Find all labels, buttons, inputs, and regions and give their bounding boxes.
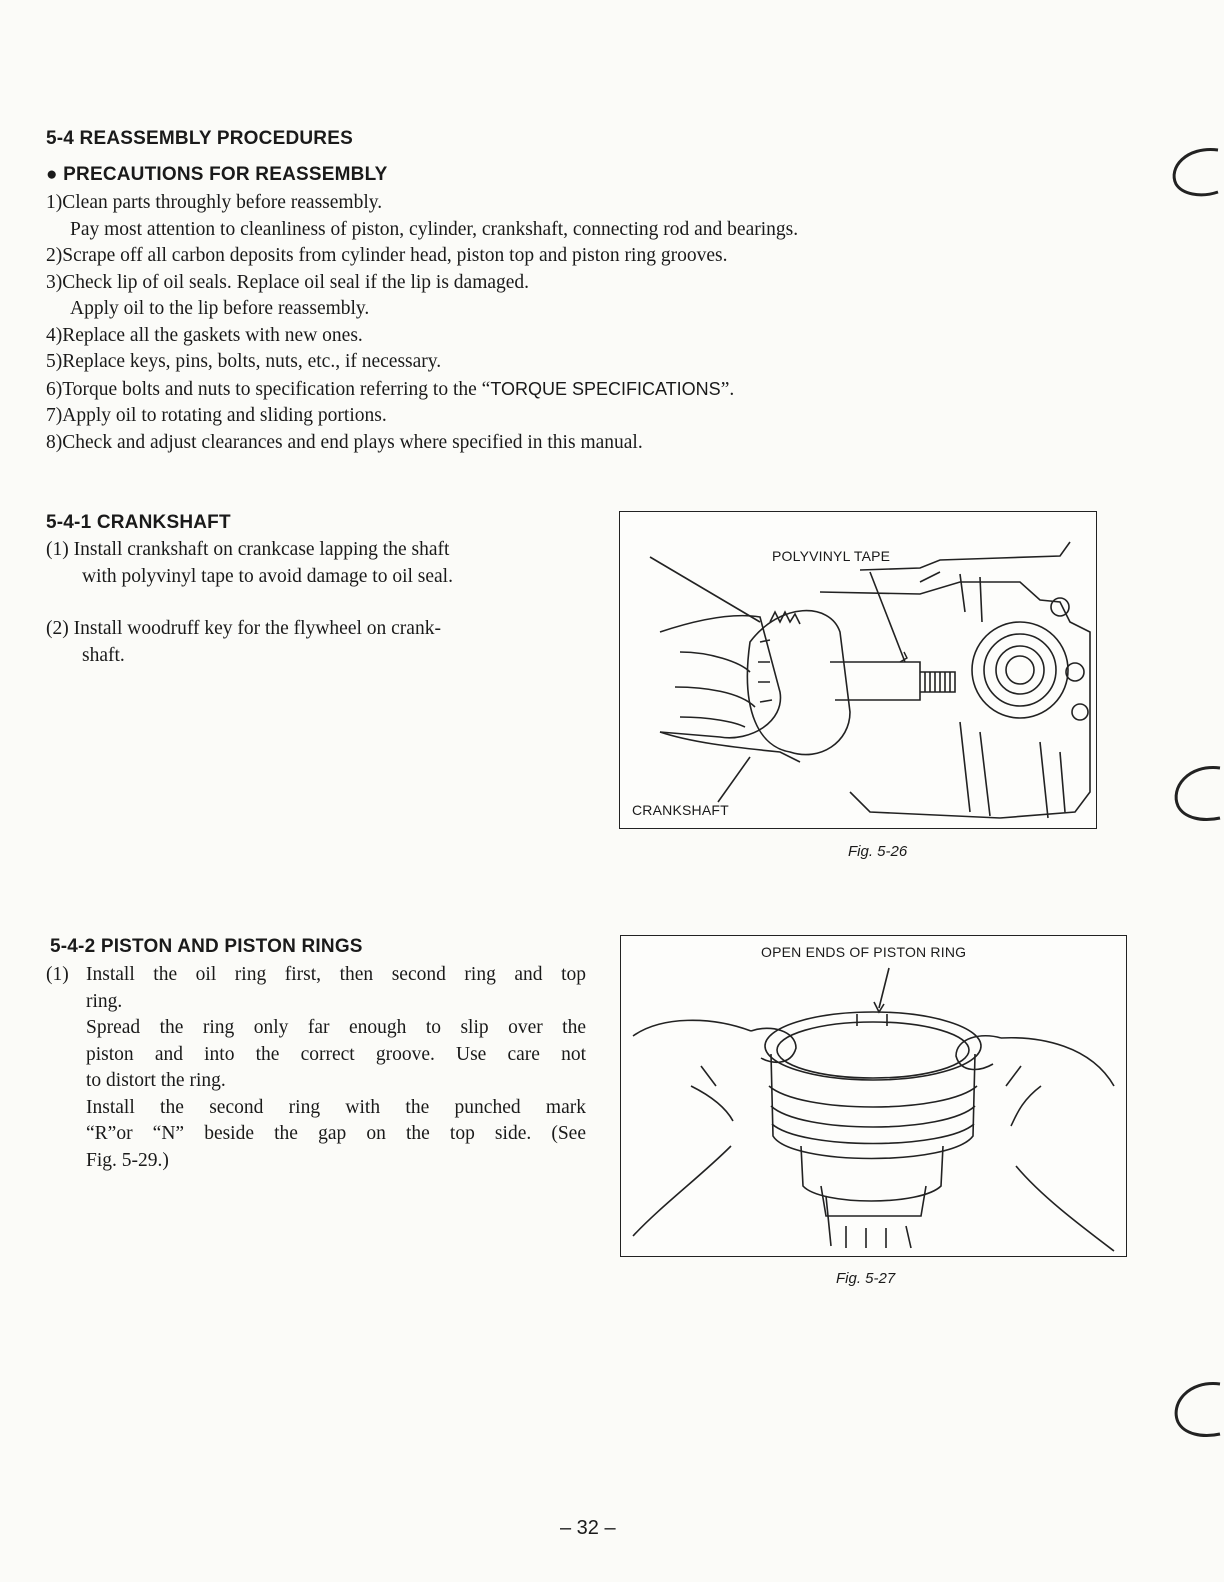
list-item: 2)Scrape off all carbon deposits from cylinder head, piston top and piston ring grooves. xyxy=(46,245,728,266)
list-item: 4)Replace all the gaskets with new ones. xyxy=(46,324,363,346)
step-number: (2) xyxy=(46,618,69,639)
list-item: 7)Apply oil to rotating and sliding portions. xyxy=(46,405,387,426)
list-item: Apply oil to the lip before reassembly. xyxy=(70,298,370,319)
crankshaft-steps: (1) Install crankshaft on crankcase lapping the shaft with polyvinyl tape to avoid damage to oil seal. (2) Install woodruff key for the flywheel on crank- shaft. xyxy=(46,539,453,666)
label-open-ends: OPEN ENDS OF PISTON RING xyxy=(761,944,967,960)
label-polyvinyl-tape: POLYVINYL TAPE xyxy=(772,548,891,564)
figure-caption: Fig. 5-27 xyxy=(836,1270,896,1287)
figure-piston xyxy=(620,935,1127,1257)
precautions-list xyxy=(46,190,1046,456)
list-item: Pay most attention to cleanliness of piston, cylinder, crankshaft, connecting rod and bearings. xyxy=(70,218,799,240)
figure-caption: Fig. 5-26 xyxy=(848,843,908,860)
punch-hole-mark xyxy=(1168,764,1224,826)
piston-steps: (1) Install the oil ring first, then second ring and top ring. Spread the ring only far enough to slip over the piston and into the correct groove. Use care not to distort the ring. Install the second ring with the punched mark “R”or “N” beside the gap on the top side. (See Fig. 5-29.) xyxy=(46,964,586,1171)
crankshaft-title: 5-4-1 CRANKSHAFT xyxy=(46,512,231,533)
piston-title: 5-4-2 PISTON AND PISTON RINGS xyxy=(50,936,363,957)
step-number: (1) xyxy=(46,539,69,560)
piston-illustration xyxy=(621,936,1126,1256)
list-item: 6)Torque bolts and nuts to specification referring to the “TORQUE SPECIFICATIONS”. xyxy=(46,378,735,400)
list-item: 3)Check lip of oil seals. Replace oil seal if the lip is damaged. xyxy=(46,271,530,293)
list-item: 1)Clean parts throughly before reassembly. xyxy=(46,192,383,213)
precautions-title: ● PRECAUTIONS FOR REASSEMBLY xyxy=(46,164,388,185)
punch-hole-mark xyxy=(1168,1380,1224,1442)
section-title: 5-4 REASSEMBLY PROCEDURES xyxy=(46,128,353,149)
page-number: – 32 – xyxy=(560,1517,616,1539)
step-number: (1) xyxy=(46,964,69,985)
label-crankshaft: CRANKSHAFT xyxy=(632,802,729,818)
list-item: 5)Replace keys, pins, bolts, nuts, etc., if necessary. xyxy=(46,351,442,372)
punch-hole-mark xyxy=(1166,146,1224,198)
figure-crankshaft xyxy=(619,511,1097,829)
list-item: 8)Check and adjust clearances and end plays where specified in this manual. xyxy=(46,431,643,453)
